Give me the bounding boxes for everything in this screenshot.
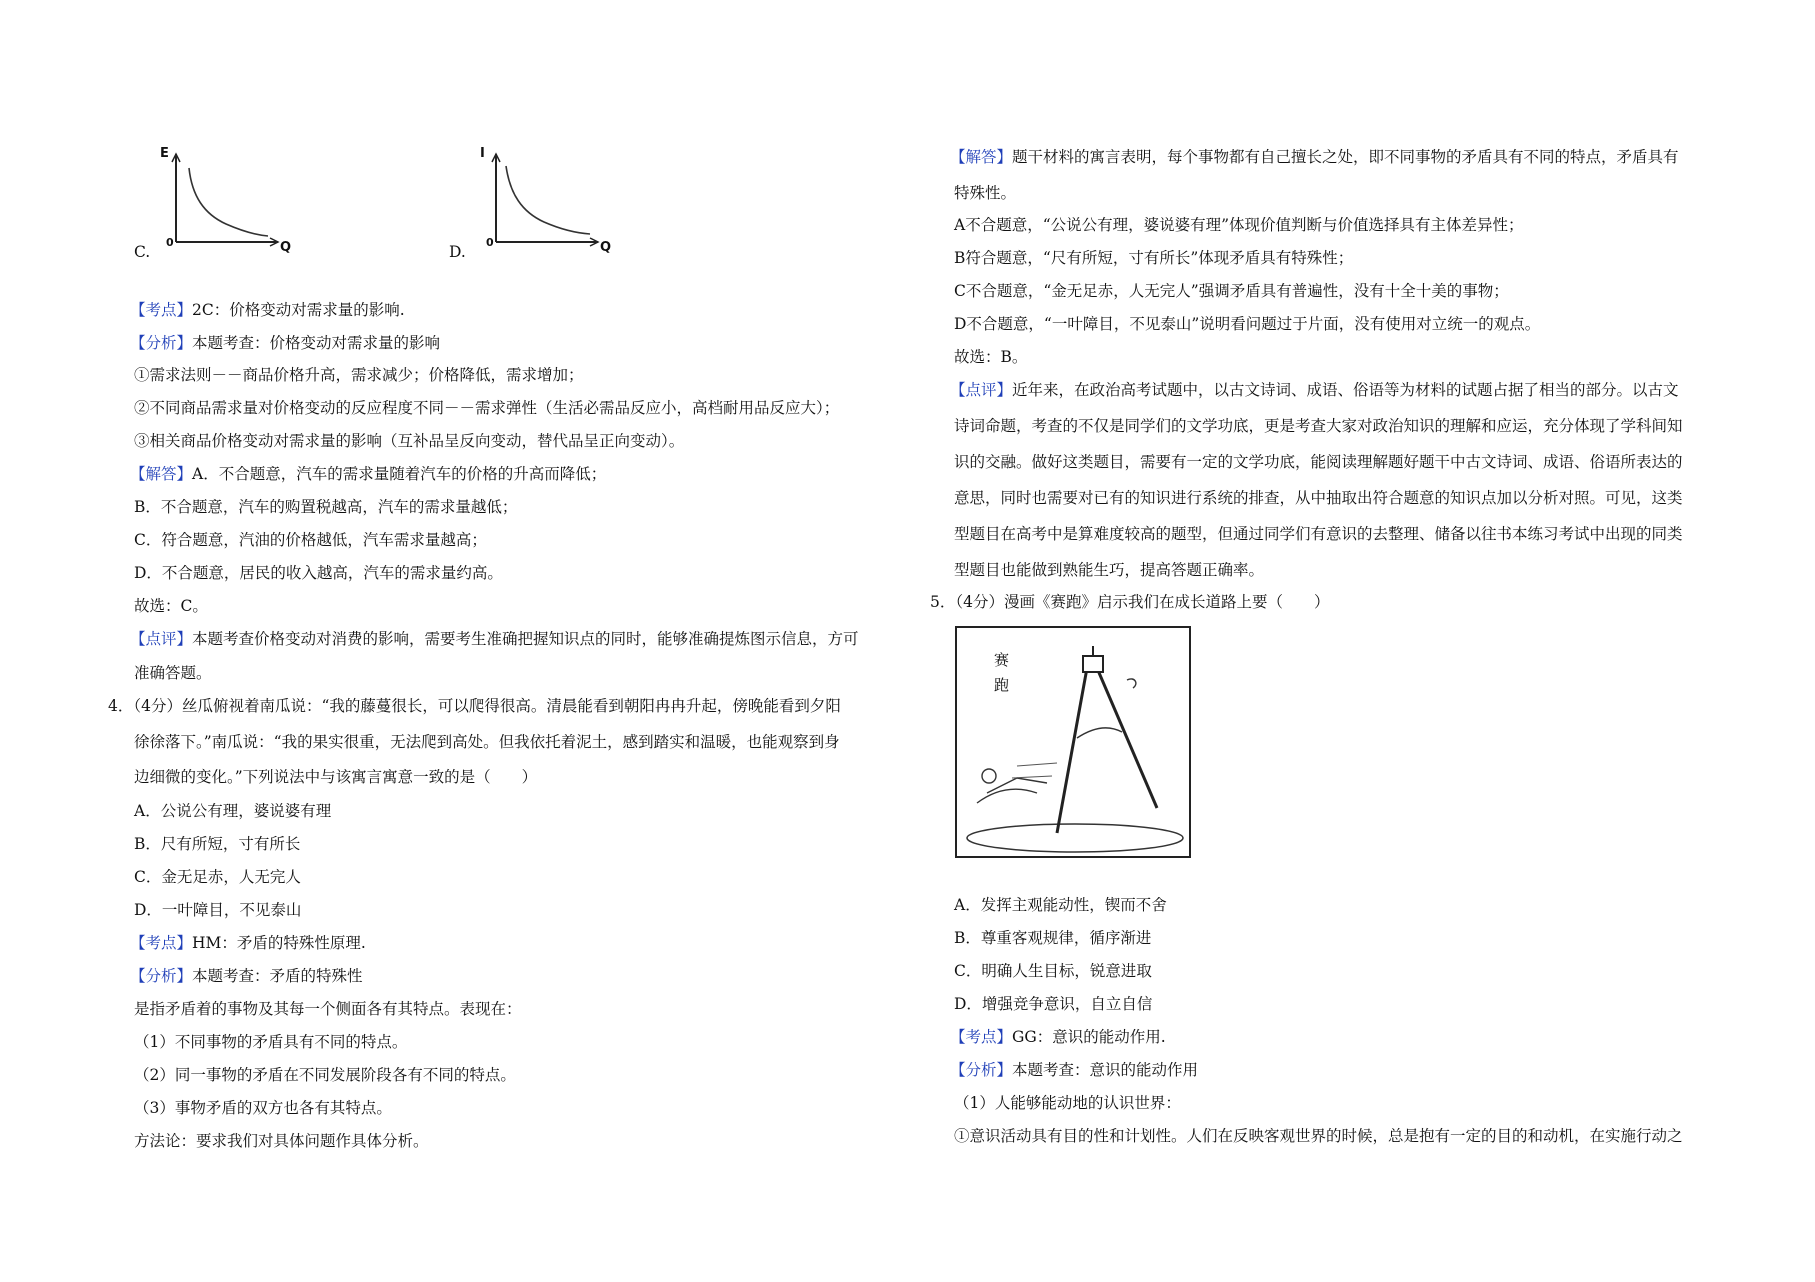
q5-fenxi-point-1: （1）人能够能动地的认识世界： xyxy=(954,1094,1181,1112)
q3-answer: 故选：C。 xyxy=(134,597,208,615)
q3-kaodian xyxy=(130,298,405,320)
q3-fenxi xyxy=(130,331,440,353)
graph-c-svg xyxy=(156,146,296,261)
cartoon-compass-head xyxy=(1083,656,1103,672)
q3-fenxi-point-1: ①需求法则－－商品价格升高，需求减少；价格降低，需求增加； xyxy=(134,366,584,384)
graph-c-origin: 0 xyxy=(166,236,174,249)
q4-kaodian-text: HM：矛盾的特殊性原理. xyxy=(192,934,366,952)
q3-fenxi-text: 本题考查：价格变动对需求量的影响 xyxy=(192,334,441,352)
q4-jieda-a: A不合题意，“公说公有理，婆说婆有理”体现价值判断与价值选择具有主体差异性； xyxy=(954,216,1524,234)
q4-fenxi-point-1: （1）不同事物的矛盾具有不同的特点。 xyxy=(134,1033,408,1051)
graph-c-curve xyxy=(189,168,268,236)
graph-d-y-label: I xyxy=(480,146,485,161)
q5-option-c: C．明确人生目标，锐意进取 xyxy=(954,962,1152,980)
q4-option-b: B．尺有所短，寸有所长 xyxy=(134,835,301,853)
jieda-tag: 【解答】 xyxy=(950,148,1013,166)
fenxi-tag: 【分析】 xyxy=(950,1061,1013,1079)
q3-dianping xyxy=(130,627,859,649)
fenxi-tag: 【分析】 xyxy=(130,334,193,352)
graph-d xyxy=(472,146,612,265)
q4-dianping-line-3: 识的交融。做好这类题目，需要有一定的文学功底，能阅读理解题好题干中古文诗词、成语、俗语所表达的 xyxy=(954,453,1683,471)
q4-dianping-line-2: 诗词命题，考查的不仅是同学们的文学功底，更是考查大家对政治知识的理解和应运，充分体现了学科间知 xyxy=(954,417,1683,435)
q3-dianping-text: 本题考查价格变动对消费的影响，需要考生准确把握知识点的同时，能够准确提炼图示信息，方可 xyxy=(192,630,859,648)
cartoon-runner-figure xyxy=(977,778,1047,803)
q5-kaodian xyxy=(950,1025,1166,1047)
cartoon-track-ellipse xyxy=(967,824,1183,852)
q4-fenxi-point-2: （2）同一事物的矛盾在不同发展阶段各有不同的特点。 xyxy=(134,1066,516,1084)
jieda-tag: 【解答】 xyxy=(130,465,193,483)
q3-kaodian-text: 2C：价格变动对需求量的影响. xyxy=(192,301,405,319)
q4-kaodian xyxy=(130,931,366,953)
cartoon-runner-head xyxy=(982,769,996,783)
q4-fenxi-text: 本题考查：矛盾的特殊性 xyxy=(192,967,363,985)
kaodian-tag: 【考点】 xyxy=(130,301,193,319)
graph-d-origin: 0 xyxy=(486,236,494,249)
q4-dianping xyxy=(950,378,1679,400)
q3-jieda-b: B．不合题意，汽车的购置税越高，汽车的需求量越低； xyxy=(134,498,518,516)
cartoon-compass-leg-right xyxy=(1097,668,1157,808)
q4-stem-line-3: 边细微的变化。”下列说法中与该寓言寓意一致的是（ ） xyxy=(134,768,538,786)
q3-fenxi-point-2: ②不同商品需求量对价格变动的反应程度不同－－需求弹性（生活必需品反应小，高档耐用品反应大）； xyxy=(134,399,840,417)
q5-fenxi-text: 本题考查：意识的能动作用 xyxy=(1012,1061,1199,1079)
q4-option-a: A．公说公有理，婆说婆有理 xyxy=(134,802,332,820)
q4-fenxi xyxy=(130,964,363,986)
q4-option-c: C．金无足赤，人无完人 xyxy=(134,868,301,886)
q4-option-d: D．一叶障目，不见泰山 xyxy=(134,901,302,919)
q5-option-d: D．增强竞争意识，自立自信 xyxy=(954,995,1153,1013)
dianping-tag: 【点评】 xyxy=(130,630,193,648)
q5-number: 5． xyxy=(930,593,956,611)
graph-d-x-label: Q xyxy=(600,240,612,255)
q5-stem-text: （4分）漫画《赛跑》启示我们在成长道路上要（ ） xyxy=(955,593,1330,611)
q5-fenxi-point-2: ①意识活动具有目的性和计划性。人们在反映客观世界的时候，总是抱有一定的目的和动机，在实施行动之 xyxy=(954,1127,1683,1145)
fenxi-tag: 【分析】 xyxy=(130,967,193,985)
q3-jieda-d: D．不合题意，居民的收入越高，汽车的需求量约高。 xyxy=(134,564,503,582)
q4-dianping-text: 近年来，在政治高考试题中，以古文诗词、成语、俗语等为材料的试题占据了相当的部分。以古文 xyxy=(1012,381,1679,399)
q4-jieda-text: 题干材料的寓言表明，每个事物都有自己擅长之处，即不同事物的矛盾具有不同的特点，矛盾具有 xyxy=(1012,148,1679,166)
race-cartoon-image xyxy=(955,626,1191,858)
q5-option-a: A．发挥主观能动性，锲而不舍 xyxy=(954,896,1167,914)
q4-jieda xyxy=(950,145,1679,167)
q3-jieda xyxy=(130,462,606,484)
kaodian-tag: 【考点】 xyxy=(950,1028,1013,1046)
q4-fenxi-desc: 是指矛盾着的事物及其每一个侧面各有其特点。表现在： xyxy=(134,1000,522,1018)
graph-d-option-label: D. xyxy=(449,243,466,261)
dianping-tag: 【点评】 xyxy=(950,381,1013,399)
cartoon-compass-arm xyxy=(1077,728,1122,738)
q5-option-b: B．尊重客观规律，循序渐进 xyxy=(954,929,1152,947)
q4-jieda-c: C不合题意，“金无足赤，人无完人”强调矛盾具有普遍性，没有十全十美的事物； xyxy=(954,282,1509,300)
cartoon-speed-lines xyxy=(1012,763,1057,778)
q4-dianping-line-6: 型题目也能做到熟能生巧，提高答题正确率。 xyxy=(954,561,1265,579)
q4-fenxi-method: 方法论：要求我们对具体问题作具体分析。 xyxy=(134,1132,429,1150)
graph-c-x-label: Q xyxy=(280,240,292,255)
q4-jieda-b: B符合题意，“尺有所短，寸有所长”体现矛盾具有特殊性； xyxy=(954,249,1354,267)
q5-kaodian-text: GG：意识的能动作用. xyxy=(1012,1028,1166,1046)
q3-fenxi-point-3: ③相关商品价格变动对需求量的影响（互补品呈反向变动，替代品呈正向变动）。 xyxy=(134,432,685,450)
kaodian-tag: 【考点】 xyxy=(130,934,193,952)
cartoon-motion-mark xyxy=(1127,679,1136,688)
q4-stem-text-1: （4分）丝瓜俯视着南瓜说：“我的藤蔓很长，可以爬得很高。清晨能看到朝阳冉冉升起，傍晚能看到夕阳 xyxy=(133,697,841,715)
q4-dianping-line-4: 意思，同时也需要对已有的知识进行系统的排查，从中抽取出符合题意的知识点加以分析对照。可见，这类 xyxy=(954,489,1683,507)
q3-jieda-text: A．不合题意，汽车的需求量随着汽车的价格的升高而降低； xyxy=(192,465,607,483)
cartoon-compass-leg-left xyxy=(1057,668,1087,833)
q5-fenxi xyxy=(950,1058,1198,1080)
q4-dianping-line-5: 型题目在高考中是算难度较高的题型，但通过同学们有意识的去整理、储备以往书本练习考试中出现的同类 xyxy=(954,525,1683,543)
q5-stem xyxy=(930,590,1330,612)
q4-answer: 故选：B。 xyxy=(954,348,1028,366)
q4-number: 4． xyxy=(108,697,134,715)
graph-c xyxy=(156,146,296,265)
q3-dianping-cont: 准确答题。 xyxy=(134,664,212,682)
graph-c-y-label: E xyxy=(160,146,169,161)
q4-stem-line-2: 徐徐落下。”南瓜说：“我的果实很重，无法爬到高处。但我依托着泥土，感到踏实和温暖，也能观察到身 xyxy=(134,733,840,751)
q4-fenxi-point-3: （3）事物矛盾的双方也各有其特点。 xyxy=(134,1099,392,1117)
cartoon-title: 赛跑 xyxy=(992,652,1010,702)
q4-jieda-cont: 特殊性。 xyxy=(954,184,1017,202)
q3-jieda-c: C．符合题意，汽油的价格越低，汽车需求量越高； xyxy=(134,531,487,549)
graph-c-option-label: C. xyxy=(134,243,151,261)
q4-jieda-d: D不合题意，“一叶障目，不见泰山”说明看问题过于片面，没有使用对立统一的观点。 xyxy=(954,315,1541,333)
q4-stem-line-1 xyxy=(108,694,841,716)
graph-d-curve xyxy=(506,166,590,234)
